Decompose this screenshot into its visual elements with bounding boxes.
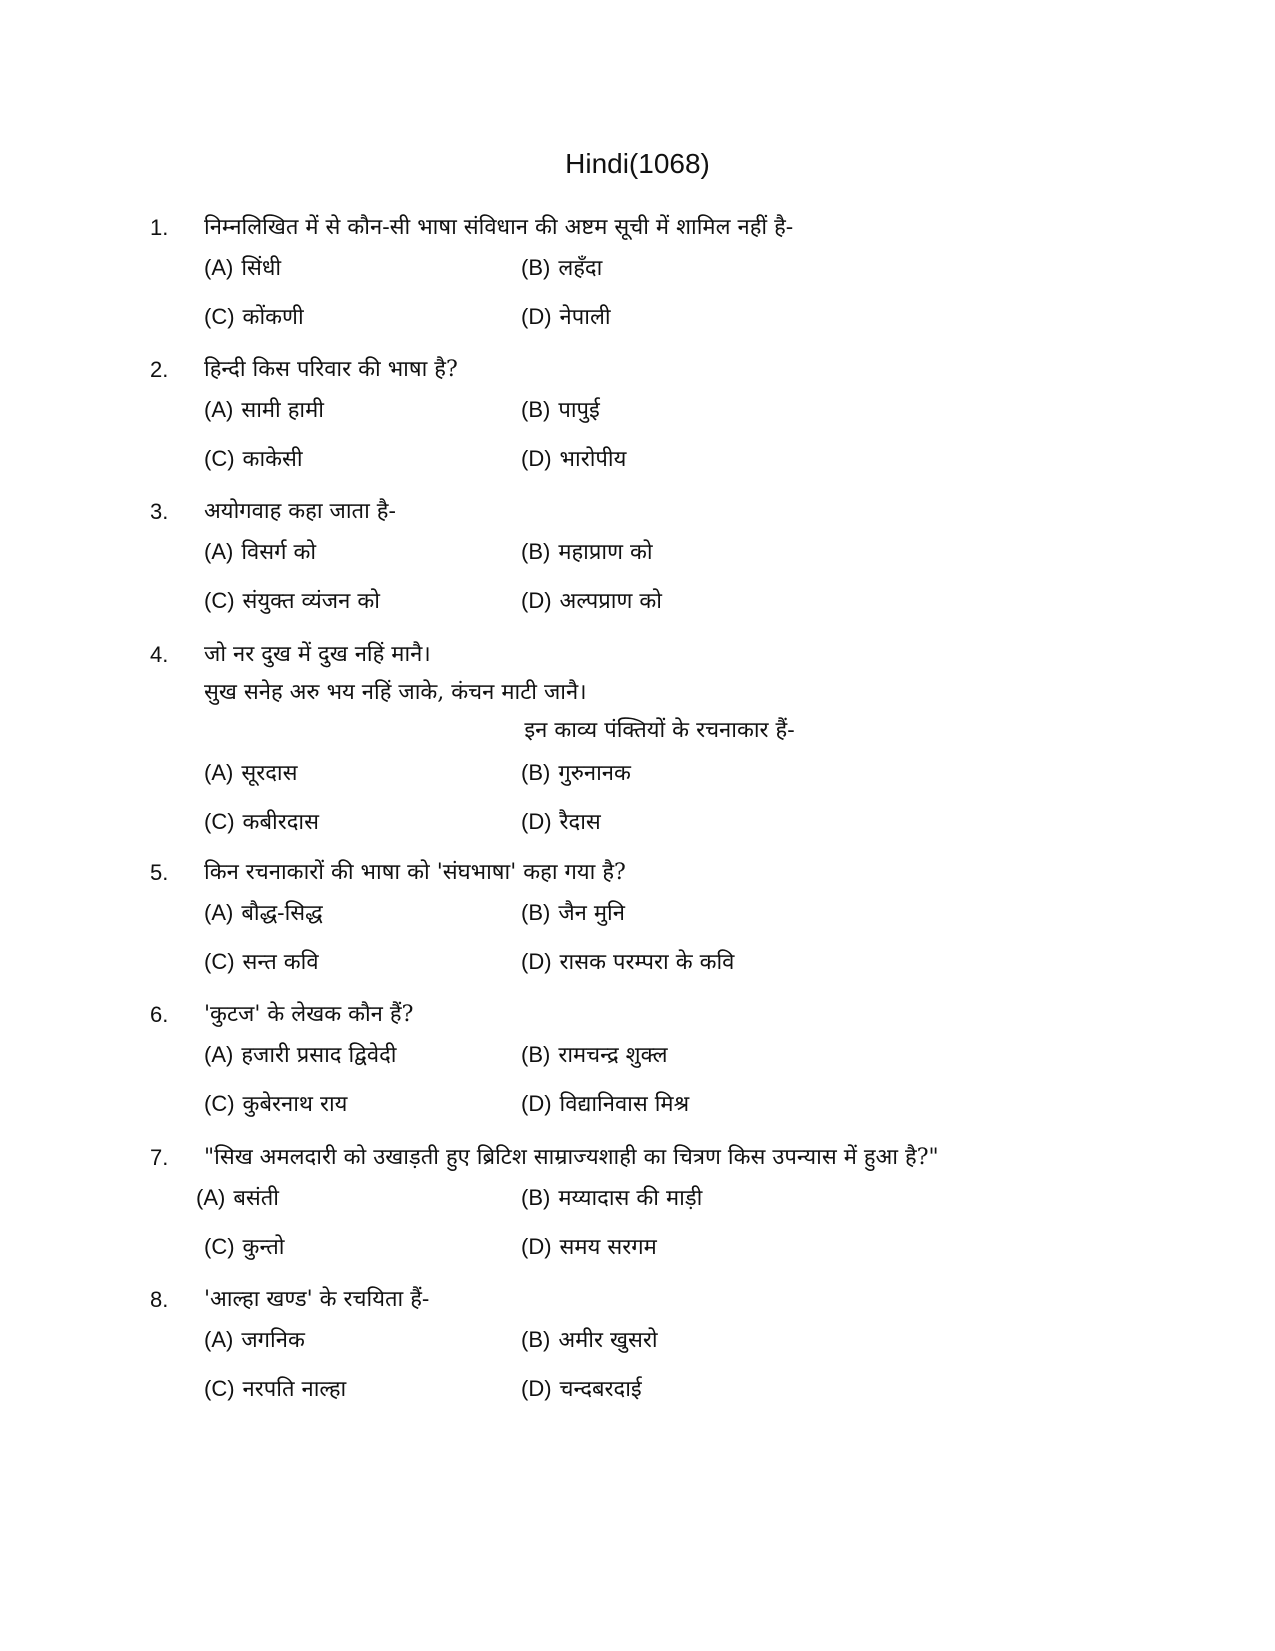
option-text: काकेसी [242, 447, 303, 472]
option-c [204, 807, 319, 838]
option-text: नेपाली [559, 305, 611, 330]
question-number: 1. [150, 215, 169, 240]
option-label: (C) [204, 1091, 235, 1116]
option-text: गुरुनानक [558, 761, 631, 786]
option-a [204, 758, 297, 789]
option-text: विद्यानिवास मिश्र [559, 1092, 690, 1117]
question-line: सुख सनेह अरु भय नहिं जाके, कंचन माटी जानै। [204, 680, 587, 705]
option-c [204, 444, 303, 475]
question-text [204, 213, 1235, 251]
question-line: अयोगवाह कहा जाता है- [204, 499, 396, 524]
option-label: (D) [521, 446, 552, 471]
option-text: कुबेरनाथ राय [242, 1092, 348, 1117]
option-text: बसंती [233, 1186, 280, 1211]
option-label: (D) [521, 1234, 552, 1259]
option-text: कुन्तो [242, 1235, 285, 1260]
question-number: 3. [150, 499, 169, 524]
option-a [204, 253, 281, 284]
option-text: महाप्राण को [558, 540, 653, 565]
question-line: हिन्दी किस परिवार की भाषा है? [204, 357, 458, 382]
option-text: लहँदा [558, 256, 603, 281]
option-label: (C) [204, 446, 235, 471]
option-label: (B) [521, 255, 551, 280]
option-label: (B) [521, 1327, 551, 1352]
option-label: (D) [521, 588, 552, 613]
option-d [521, 807, 601, 838]
question-line: किन रचनाकारों की भाषा को 'संघभाषा' कहा गया है? [204, 860, 626, 885]
option-text: हजारी प्रसाद द्विवेदी [241, 1043, 397, 1068]
option-label: (B) [521, 1185, 551, 1210]
question-number: 2. [150, 357, 169, 382]
option-label: (D) [521, 949, 552, 974]
question-text [204, 640, 1235, 754]
question-number: 4. [150, 642, 169, 667]
option-d [521, 1089, 689, 1120]
option-text: रामचन्द्र शुक्ल [558, 1043, 668, 1068]
option-text: भारोपीय [559, 447, 627, 472]
option-label: (A) [204, 900, 234, 925]
option-label: (A) [204, 1327, 234, 1352]
option-b [521, 253, 602, 284]
option-a [204, 898, 323, 929]
option-c [204, 586, 380, 617]
option-label: (C) [204, 1234, 235, 1259]
option-b [521, 537, 653, 568]
option-b [521, 758, 631, 789]
question-text [204, 858, 1235, 896]
question-number: 5. [150, 860, 169, 885]
option-b [521, 1183, 702, 1214]
option-text: रासक परम्परा के कवि [559, 950, 735, 975]
question-text [204, 1000, 1235, 1038]
option-a [204, 1040, 396, 1071]
question-text [204, 1285, 1235, 1323]
option-text: कोंकणी [242, 305, 304, 330]
question-number: 8. [150, 1287, 169, 1312]
option-text: सन्त कवि [242, 950, 319, 975]
option-d [521, 444, 626, 475]
option-label: (C) [204, 949, 235, 974]
option-label: (D) [521, 1376, 552, 1401]
option-c [204, 947, 319, 978]
option-text: सिंधी [241, 256, 282, 281]
question-line: 'आल्हा खण्ड' के रचयिता हैं- [204, 1287, 430, 1312]
option-label: (C) [204, 1376, 235, 1401]
option-c [204, 1089, 347, 1120]
question-text [204, 355, 1235, 393]
option-text: सूरदास [241, 761, 298, 786]
option-text: समय सरगम [559, 1235, 657, 1260]
option-label: (B) [521, 1042, 551, 1067]
option-text: बौद्ध-सिद्ध [241, 901, 323, 926]
option-label: (D) [521, 1091, 552, 1116]
question-text [204, 497, 1235, 535]
option-label: (A) [196, 1185, 226, 1210]
option-a [204, 537, 316, 568]
option-d [521, 947, 734, 978]
option-text: चन्दबरदाई [559, 1377, 642, 1402]
option-label: (B) [521, 900, 551, 925]
option-c [204, 1232, 284, 1263]
option-label: (D) [521, 809, 552, 834]
option-label: (A) [204, 255, 234, 280]
option-label: (C) [204, 588, 235, 613]
option-d [521, 302, 611, 333]
option-text: पापुई [558, 398, 600, 423]
option-text: नरपति नाल्हा [242, 1377, 347, 1402]
option-label: (B) [521, 397, 551, 422]
option-c [204, 302, 304, 333]
question-line: "सिख अमलदारी को उखाड़ती हुए ब्रिटिश साम्राज्यशाही का चित्रण किस उपन्यास में हुआ है?" [204, 1145, 939, 1170]
option-d [521, 586, 662, 617]
option-text: संयुक्त व्यंजन को [242, 589, 380, 614]
option-text: जगनिक [241, 1328, 305, 1353]
option-label: (D) [521, 304, 552, 329]
option-label: (A) [204, 539, 234, 564]
question-number: 6. [150, 1002, 169, 1027]
question-text [204, 1143, 1235, 1181]
option-d [521, 1374, 642, 1405]
option-text: सामी हामी [241, 398, 324, 423]
question-number: 7. [150, 1145, 169, 1170]
option-label: (C) [204, 304, 235, 329]
option-label: (A) [204, 1042, 234, 1067]
option-label: (A) [204, 760, 234, 785]
option-b [521, 1040, 668, 1071]
option-text: कबीरदास [242, 810, 319, 835]
question-line: 'कुटज' के लेखक कौन हैं? [204, 1002, 414, 1027]
option-b [521, 395, 600, 426]
option-a [204, 395, 324, 426]
question-line: जो नर दुख में दुख नहिं मानै। [204, 642, 431, 667]
option-label: (B) [521, 760, 551, 785]
option-text: अल्पप्राण को [559, 589, 662, 614]
option-text: रैदास [559, 810, 601, 835]
option-c [204, 1374, 346, 1405]
question-line: निम्नलिखित में से कौन-सी भाषा संविधान की अष्टम सूची में शामिल नहीं है- [204, 215, 794, 240]
page-title: Hindi(1068) [565, 148, 710, 179]
option-a [196, 1183, 279, 1214]
option-text: विसर्ग को [241, 540, 317, 565]
question-prompt: इन काव्य पंक्तियों के रचनाकार हैं- [524, 718, 795, 743]
option-label: (B) [521, 539, 551, 564]
option-label: (C) [204, 809, 235, 834]
option-label: (A) [204, 397, 234, 422]
option-text: जैन मुनि [558, 901, 625, 926]
option-b [521, 1325, 658, 1356]
option-text: मय्यादास की माड़ी [558, 1186, 703, 1211]
option-a [204, 1325, 305, 1356]
option-d [521, 1232, 657, 1263]
option-b [521, 898, 625, 929]
option-text: अमीर खुसरो [558, 1328, 658, 1353]
